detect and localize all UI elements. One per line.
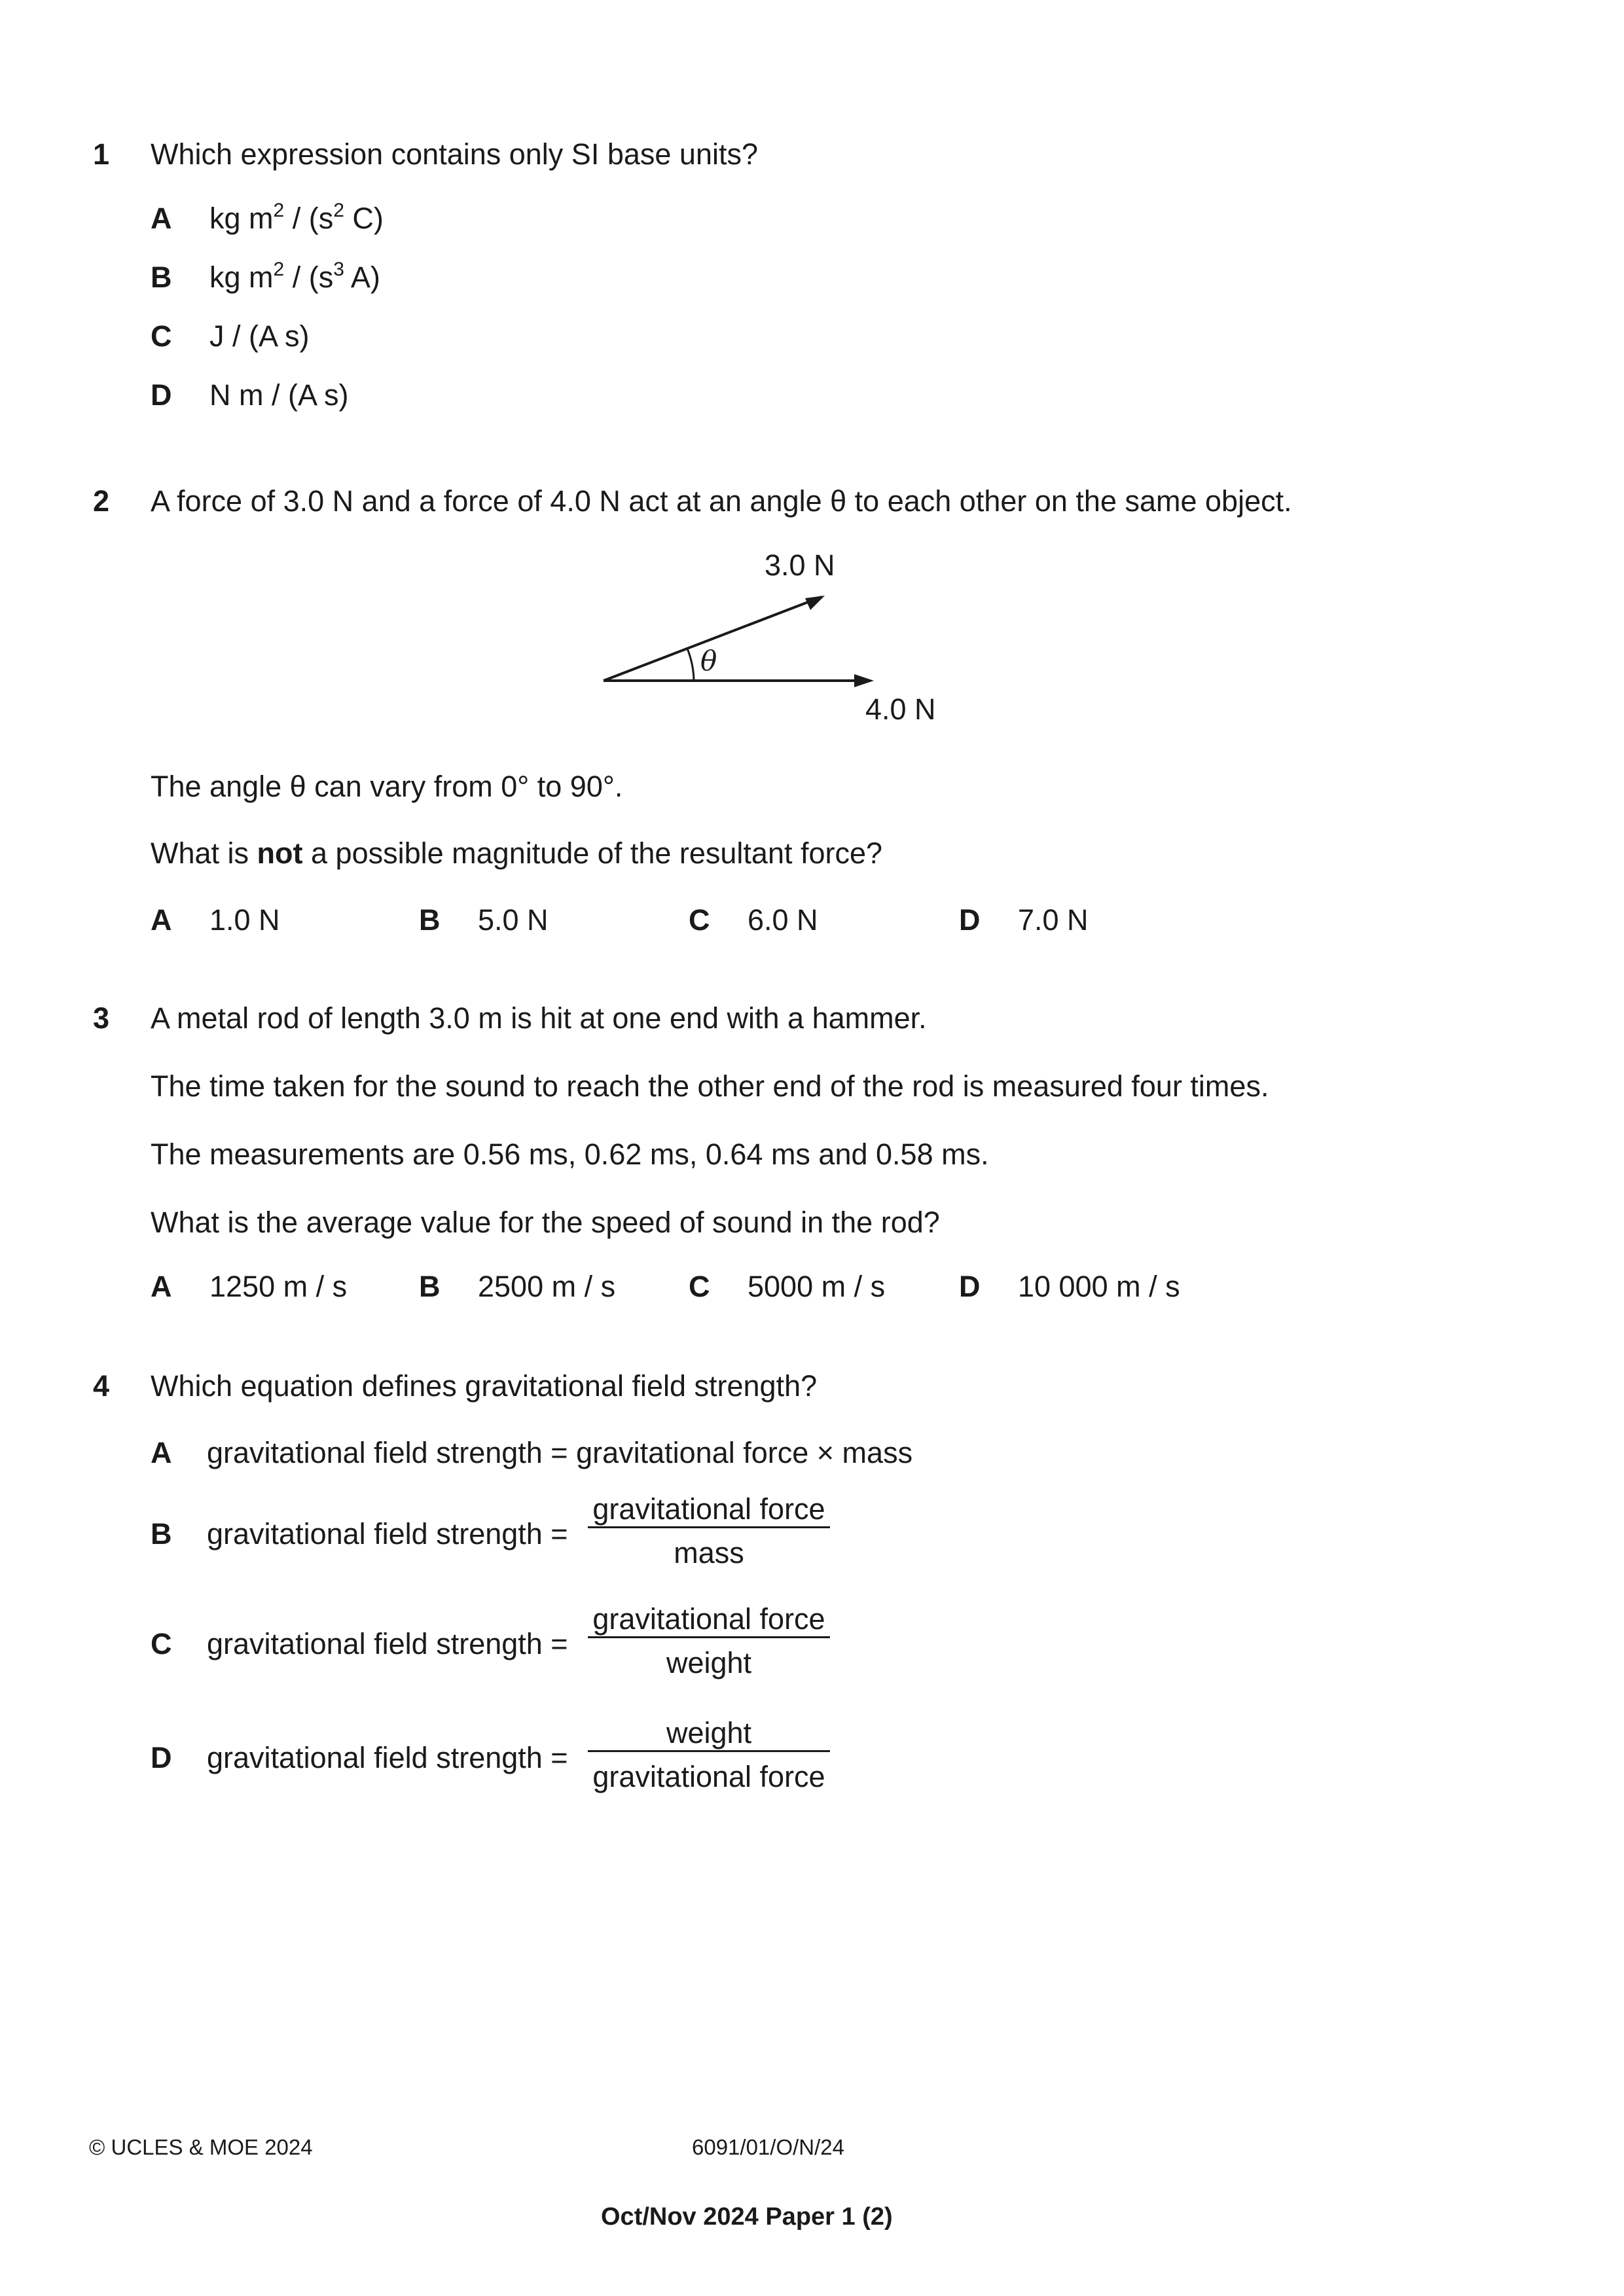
option-letter: D bbox=[959, 1270, 981, 1303]
option-letter: A bbox=[151, 1270, 172, 1303]
equation-lhs: gravitational field strength = bbox=[207, 1741, 568, 1774]
question-number: 2 bbox=[93, 484, 110, 518]
fraction-bar bbox=[588, 1526, 830, 1528]
equation-lhs: gravitational field strength = bbox=[207, 1627, 568, 1660]
question-line: What is the average value for the speed of sound in the rod? bbox=[151, 1206, 940, 1239]
option-c-text: 6.0 N bbox=[748, 903, 818, 937]
fraction bbox=[588, 1492, 830, 1570]
option-letter: B bbox=[419, 1270, 441, 1303]
option-a-text: kg $m^2 / (s^2$ C) bbox=[209, 200, 384, 235]
arrowhead-icon bbox=[805, 596, 825, 610]
option-a-text: 1250 m / s bbox=[209, 1270, 348, 1303]
equation-lhs: gravitational field strength = bbox=[207, 1517, 568, 1551]
fraction-bar bbox=[588, 1636, 830, 1638]
question-stem: A force of 3.0 N and a force of 4.0 N act at an angle θ to each other on the same object. bbox=[151, 484, 1292, 518]
option-d-text: 7.0 N bbox=[1018, 903, 1089, 937]
option-letter: D bbox=[959, 903, 981, 937]
arrowhead-icon bbox=[854, 674, 874, 687]
question-line: The time taken for the sound to reach the other end of the rod is measured four times. bbox=[151, 1069, 1269, 1103]
denominator: mass bbox=[674, 1536, 744, 1570]
question-number: 4 bbox=[93, 1369, 110, 1403]
option-a-text: 1.0 N bbox=[209, 903, 280, 937]
copyright: © UCLES & MOE 2024 bbox=[89, 2135, 313, 2159]
option-letter: B bbox=[151, 260, 172, 294]
numerator: gravitational force bbox=[592, 1492, 825, 1526]
question-number: 3 bbox=[93, 1001, 110, 1035]
session-label: Oct/Nov 2024 Paper 1 (2) bbox=[601, 2203, 893, 2231]
question-stem: Which equation defines gravitational field strength? bbox=[151, 1369, 818, 1403]
question-line: A metal rod of length 3.0 m is hit at one end with a hammer. bbox=[151, 1001, 927, 1035]
angle-label: θ bbox=[700, 645, 717, 677]
force-lower-label: 4.0 N bbox=[865, 692, 936, 726]
option-b-text: kg $m^2 / (s^3$ A) bbox=[209, 259, 380, 294]
option-d-text: N m / (A s) bbox=[209, 378, 349, 412]
option-letter: C bbox=[689, 903, 710, 937]
option-letter: A bbox=[151, 903, 172, 937]
option-letter: C bbox=[151, 319, 172, 353]
fraction bbox=[588, 1716, 830, 1794]
option-letter: C bbox=[151, 1627, 172, 1660]
option-letter: B bbox=[151, 1517, 172, 1551]
option-letter: B bbox=[419, 903, 441, 937]
question-prompt: What is not a possible magnitude of the resultant force? bbox=[151, 836, 883, 870]
fraction bbox=[588, 1602, 830, 1680]
question-number: 1 bbox=[93, 137, 110, 171]
option-letter: C bbox=[689, 1270, 710, 1303]
numerator: weight bbox=[666, 1716, 752, 1749]
question-line: The measurements are 0.56 ms, 0.62 ms, 0.64 ms and 0.58 ms. bbox=[151, 1138, 989, 1171]
denominator: weight bbox=[666, 1646, 752, 1679]
fraction-bar bbox=[588, 1750, 830, 1752]
option-a-text: gravitational field strength = gravitational force × mass bbox=[207, 1436, 913, 1469]
option-c-text: 5000 m / s bbox=[748, 1270, 886, 1303]
paper-code: 6091/01/O/N/24 bbox=[692, 2135, 844, 2159]
option-b-text: 5.0 N bbox=[478, 903, 549, 937]
option-letter: D bbox=[151, 378, 172, 412]
option-letter: A bbox=[151, 202, 172, 235]
option-d-text: 10 000 m / s bbox=[1018, 1270, 1180, 1303]
option-b-text: 2500 m / s bbox=[478, 1270, 616, 1303]
angle-range-text: The angle θ can vary from 0° to 90°. bbox=[151, 770, 623, 803]
angle-arc bbox=[687, 649, 694, 681]
option-letter: A bbox=[151, 1436, 172, 1469]
numerator: gravitational force bbox=[592, 1602, 825, 1636]
option-letter: D bbox=[151, 1741, 172, 1774]
question-stem: Which expression contains only SI base units? bbox=[151, 137, 758, 171]
force-upper-label: 3.0 N bbox=[765, 548, 835, 582]
denominator: gravitational force bbox=[592, 1760, 825, 1793]
option-c-text: J / (A s) bbox=[209, 319, 310, 353]
